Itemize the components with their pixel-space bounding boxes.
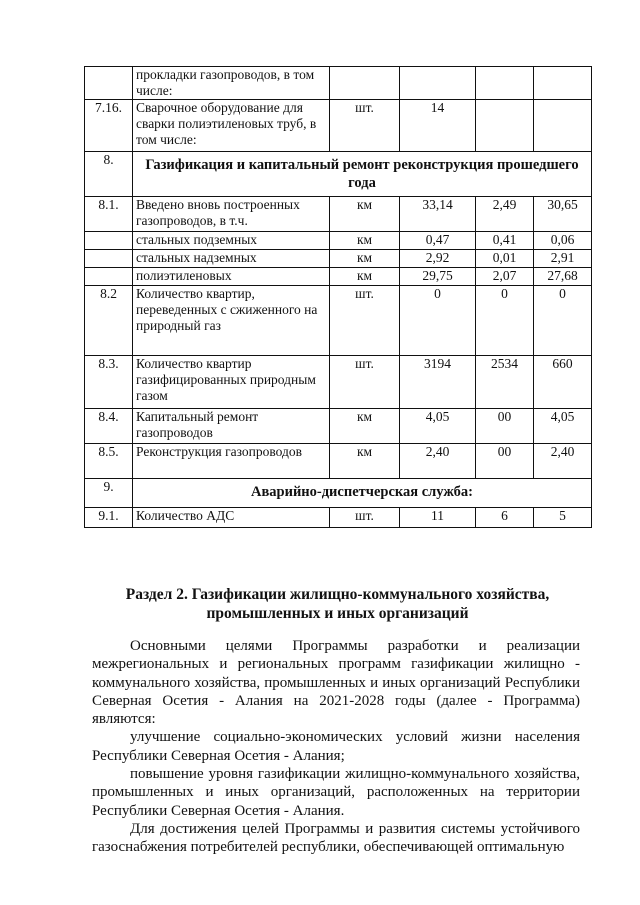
row-name: Количество квартир, переведенных с сжиженного на природный газ [133, 286, 330, 356]
row-number: 9.1. [85, 508, 133, 528]
row-unit: км [330, 268, 400, 286]
paragraph: улучшение социально-экономических условий жизни населения Республики Северная Осетия - Алания; [92, 729, 580, 764]
row-number: 7.16. [85, 100, 133, 152]
table-row [85, 100, 592, 152]
value-cell: 2,40 [534, 444, 592, 479]
row-name: стальных надземных [133, 250, 330, 268]
row-name: Сварочное оборудование для сварки полиэтиленовых труб, в том числе: [133, 100, 330, 152]
value-cell: 33,14 [400, 197, 476, 232]
row-number: 8.4. [85, 409, 133, 444]
row-unit: шт. [330, 508, 400, 528]
row-name: Количество АДС [133, 508, 330, 528]
value-cell: 2,92 [400, 250, 476, 268]
row-unit: шт. [330, 100, 400, 152]
table-row [85, 508, 592, 528]
row-number: 8. [85, 152, 133, 197]
row-unit: шт. [330, 356, 400, 409]
value-cell: 4,05 [400, 409, 476, 444]
value-cell: 0 [534, 286, 592, 356]
row-number: 8.2 [85, 286, 133, 356]
value-cell: 3194 [400, 356, 476, 409]
row-unit: км [330, 197, 400, 232]
row-unit: км [330, 444, 400, 479]
value-cell: 2,91 [534, 250, 592, 268]
value-cell [476, 100, 534, 152]
table-row [85, 197, 592, 232]
row-name: Капитальный ремонт газопроводов [133, 409, 330, 444]
table-row [85, 356, 592, 409]
value-cell: 2,40 [400, 444, 476, 479]
row-name: стальных подземных [133, 232, 330, 250]
row-number [85, 67, 133, 100]
section-heading: Газификация и капитальный ремонт реконструкция прошедшего года [133, 152, 592, 197]
value-cell: 2,49 [476, 197, 534, 232]
value-cell: 00 [476, 409, 534, 444]
row-number: 8.5. [85, 444, 133, 479]
row-unit: шт. [330, 286, 400, 356]
row-name: Количество квартир газифицированных природным газом [133, 356, 330, 409]
value-cell: 5 [534, 508, 592, 528]
value-cell: 0,47 [400, 232, 476, 250]
row-name: прокладки газопроводов, в том числе: [133, 67, 330, 100]
value-cell: 0,01 [476, 250, 534, 268]
value-cell [476, 67, 534, 100]
row-unit: км [330, 409, 400, 444]
row-number [85, 268, 133, 286]
value-cell [534, 100, 592, 152]
body-text [92, 637, 580, 857]
table-row [85, 268, 592, 286]
value-cell: 30,65 [534, 197, 592, 232]
value-cell: 2,07 [476, 268, 534, 286]
row-number: 8.1. [85, 197, 133, 232]
row-number: 8.3. [85, 356, 133, 409]
table-row [85, 444, 592, 479]
paragraph: Основными целями Программы разработки и реализации межрегиональных и региональных программ газификации жилищно - коммунального хозяйства, промышленных и иных организаций Республики Северная Осетия - Алания на 2021-2028 годы (далее - Программа) являются: [92, 638, 580, 728]
data-table [84, 66, 592, 528]
table-heading-row [85, 479, 592, 508]
value-cell: 14 [400, 100, 476, 152]
value-cell: 660 [534, 356, 592, 409]
value-cell: 2534 [476, 356, 534, 409]
table-row [85, 250, 592, 268]
value-cell: 27,68 [534, 268, 592, 286]
value-cell: 0 [476, 286, 534, 356]
table-row [85, 67, 592, 100]
value-cell: 00 [476, 444, 534, 479]
row-number [85, 232, 133, 250]
table-row [85, 232, 592, 250]
row-unit: км [330, 250, 400, 268]
row-name: Введено вновь построенных газопроводов, в т.ч. [133, 197, 330, 232]
row-unit: км [330, 232, 400, 250]
value-cell: 6 [476, 508, 534, 528]
row-name: Реконструкция газопроводов [133, 444, 330, 479]
value-cell [400, 67, 476, 100]
value-cell: 4,05 [534, 409, 592, 444]
row-unit [330, 67, 400, 100]
section-title: Раздел 2. Газификации жилищно-коммунального хозяйства, промышленных и иных организаций [125, 586, 550, 622]
value-cell: 29,75 [400, 268, 476, 286]
paragraph: повышение уровня газификации жилищно-коммунального хозяйства, промышленных и иных организаций, расположенных на территории Республики Северная Осетия - Алания. [92, 766, 580, 819]
value-cell: 0,06 [534, 232, 592, 250]
value-cell: 11 [400, 508, 476, 528]
section-heading: Аварийно-диспетчерская служба: [133, 479, 592, 508]
table-row [85, 286, 592, 356]
value-cell: 0,41 [476, 232, 534, 250]
paragraph: Для достижения целей Программы и развития системы устойчивого газоснабжения потребителей республики, обеспечивающей оптимальную [92, 820, 580, 856]
table-heading-row [85, 152, 592, 197]
table-row [85, 409, 592, 444]
value-cell: 0 [400, 286, 476, 356]
row-number: 9. [85, 479, 133, 508]
row-name: полиэтиленовых [133, 268, 330, 286]
value-cell [534, 67, 592, 100]
row-number [85, 250, 133, 268]
